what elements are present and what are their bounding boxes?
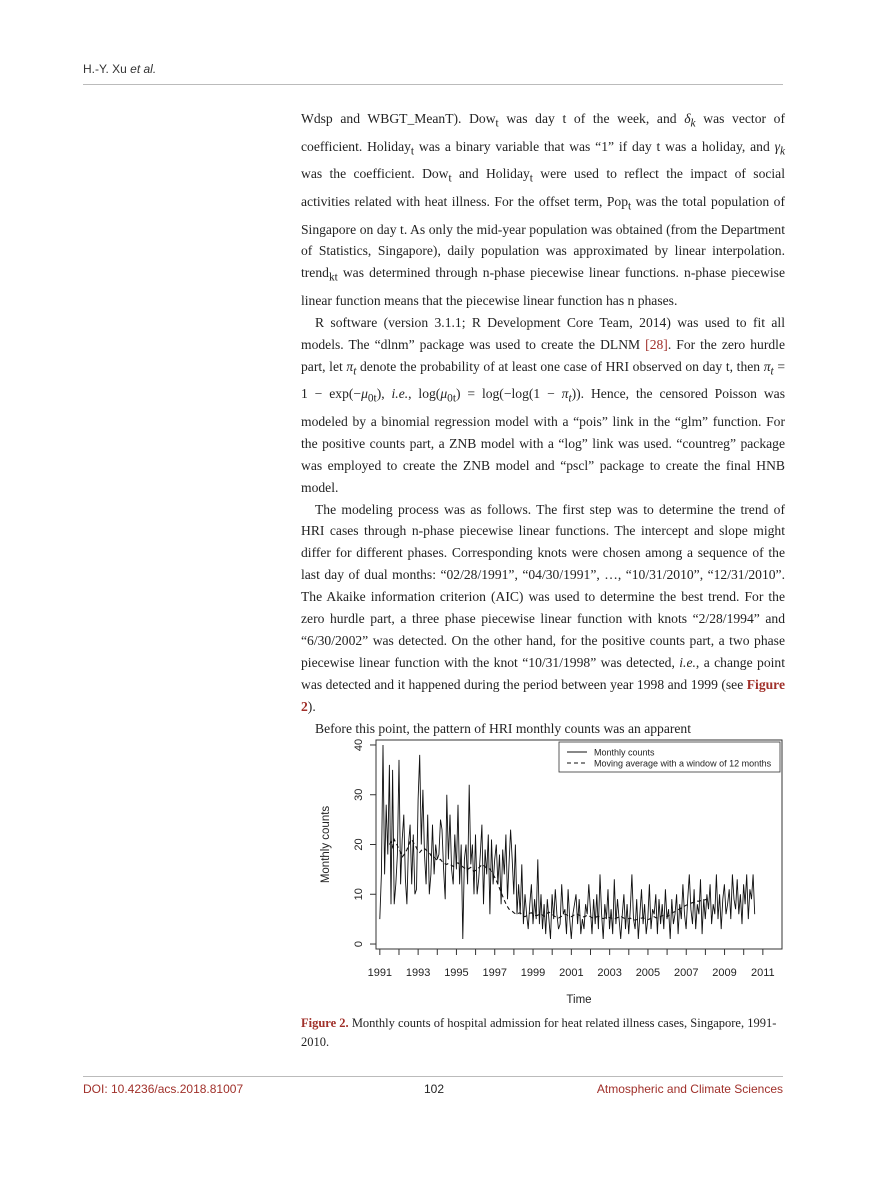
legend-label: Monthly counts [594,747,655,758]
paragraph: R software (version 3.1.1; R Development Core Team, 2014) was used to fit all models. The “dlnm” package was used to create the DLNM [28]. For the zero hurdle part, let $\pi_t$ denote the probability of at least one case of HRI observed on day t, then $\pi_t = 1 - \exp(-\mu_{0t})$, i.e., $\log(\mu_{0t}) = \log(-\log(1 - \pi_t))$. Hence, the censored Poisson was modeled by a binomial regression model with a “pois” link in the “glm” function. For the positive counts part, a ZNB model with a “log” link was used. “countreg” package was employed to create the ZNB model and “pscl” package to create the final HNB model. [301,314,785,495]
header-author: H.-Y. Xu [83,62,127,76]
running-header [83,62,156,76]
footer-doi[interactable]: DOI: 10.4236/acs.2018.81007 [83,1082,244,1096]
paragraph: Wdsp and WBGT_MeanT). Dow$_t$ was day t of the week, and $\delta_k$ was vector of coefficient. Holiday$_t$ was a binary variable that was “1” if day t was a holiday, and $\gamma_k$ was the coefficient. Dow$_t$ and Holiday$_t$ were used to reflect the impact of social activities related with heat illness. For the offset term, Pop$_t$ was the total population of Singapore on day t. As only the mid-year population was obtained (from the Department of Statistics, Singapore), daily population was approximated by linear interpolation. trend$_{kt}$ was determined through n-phase piecewise linear functions. n-phase piecewise linear function means that the piecewise linear function has n phases. [301,111,786,308]
y-tick-label: 30 [353,788,365,801]
y-tick-label: 20 [353,838,365,851]
body-text [301,108,785,740]
caption-label: Figure 2. [301,1016,349,1030]
x-tick-label: 1995 [444,967,469,979]
figure-caption [301,1014,785,1052]
footer-journal[interactable]: Atmospheric and Climate Sciences [596,1082,783,1096]
figure-2 [301,732,785,1007]
x-tick-label: 2007 [674,967,699,979]
x-tick-label: 1991 [367,967,393,979]
x-axis-label: Time [566,994,592,1006]
x-tick-label: 2001 [559,967,584,979]
footer-rule [83,1076,783,1077]
x-tick-label: 1997 [482,967,507,979]
y-axis-label: Monthly counts [320,805,332,884]
monthly-counts-chart [301,732,785,1007]
paragraph: The modeling process was as follows. The first step was to determine the trend of HRI cases through n-phase piecewise linear functions. The intercept and slope might differ for different phases. Corresponding knots were chosen among a sequence of the last day of dual months: “02/28/1991”, “04/30/1991”, …, “10/31/2010”, “12/31/2010”. The Akaike information criterion (AIC) was used to determine the best trend. For the zero hurdle part, a three phase piecewise linear function with knots “2/28/1994” and “6/30/2002” was detected. On the other hand, for the positive counts part, a two phase piecewise linear function with the knot “10/31/1998” was detected, i.e., a change point was detected and it happened during the period between year 1998 and 1999 (see Figure 2). [301,501,785,714]
y-tick-label: 10 [353,888,365,901]
header-rule [83,84,783,85]
x-tick-label: 1999 [520,967,546,979]
y-tick-label: 40 [353,738,365,752]
x-tick-label: 1993 [405,967,431,979]
monthly-counts-line [380,745,755,939]
x-tick-label: 2009 [712,967,737,979]
header-etal: et al. [126,62,157,76]
x-tick-label: 2005 [635,967,661,979]
footer-page-number: 102 [424,1082,445,1096]
legend-label: Moving average with a window of 12 months [594,758,772,769]
x-tick-label: 2011 [751,967,775,979]
x-tick-label: 2003 [597,967,622,979]
caption-text: Monthly counts of hospital admission for heat related illness cases, Singapore, 1991-2010. [301,1016,777,1049]
paragraph: Before this point, the pattern of HRI monthly counts was an apparent [315,720,692,736]
y-tick-label: 0 [353,940,365,948]
